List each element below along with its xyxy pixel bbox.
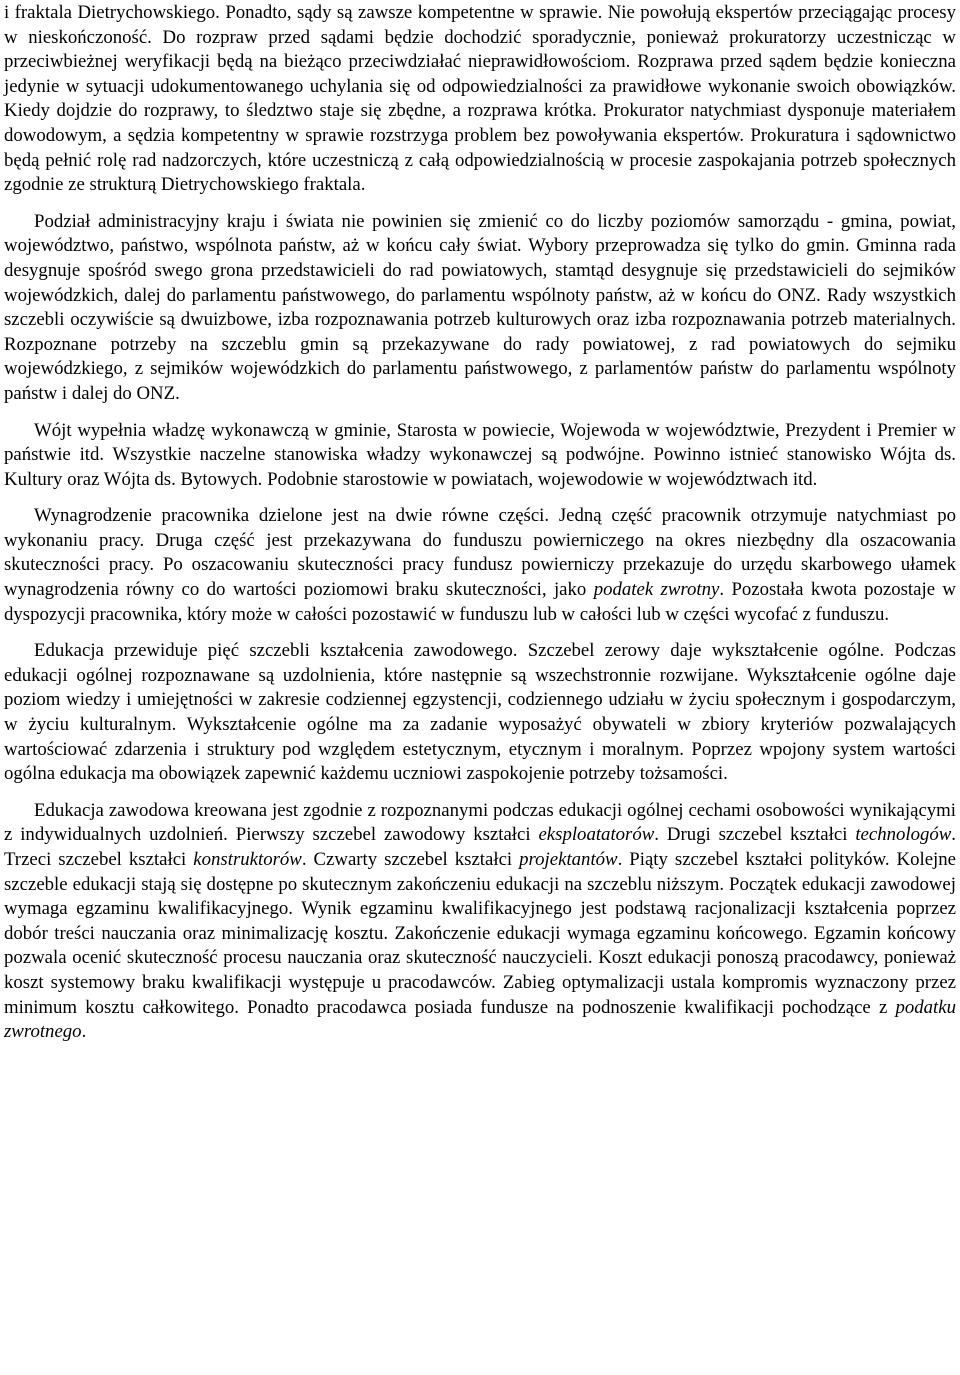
italic-term: konstruktorów — [193, 849, 302, 870]
text-run: . Trzeci szczebel kształci — [4, 824, 956, 870]
text-run: . Piąty szczebel kształci polityków. Kolejne szczeble edukacji stają się dostępne po skutecznym zakończeniu edukacji na szczeblu niższym. Początek edukacji zawodowej wymaga egzaminu kwalifikacyjnego. Wynik egzaminu kwalifikacyjnego jest podstawą racjonalizacji kształcenia poprzez dobór treści nauczania oraz minimalizację kosztu. Zakończenie edukacji wymaga egzaminu końcowego. Egzamin końcowy pozwala ocenić skuteczność procesu nauczania oraz skuteczność nauczycieli. Koszt edukacji ponoszą pracodawcy, ponieważ koszt systemowy braku kwalifikacji występuje u pracodawców. Zabieg optymalizacji ustala kompromis wyznaczony przez minimum kosztu całkowitego. Ponadto pracodawca posiada fundusze na podnoszenie kwalifikacji pochodzące z — [4, 849, 957, 1018]
text-run: Wynagrodzenie pracownika dzielone jest na dwie równe części. Jedną część pracownik otrzymuje natychmiast po wykonaniu pracy. Druga część jest przekazywana do funduszu powierniczego na okres niezbędny dla oszacowania skuteczności pracy. Po oszacowaniu skuteczności pracy fundusz powierniczy przekazuje do urzędu skarbowego ułamek wynagrodzenia równy co do wartości poziomowi braku skuteczności, jako — [4, 505, 956, 601]
text-run: . Czwarty szczebel kształci — [301, 849, 520, 870]
text-run: . Drugi szczebel kształci — [654, 824, 856, 846]
text-run: Podział administracyjny kraju i świata nie powinien się zmienić co do liczby poziomów samorządu - gmina, powiat, województwo, państwo, wspólnota państw, aż w końcu cały świat. Wybory przeprowadza się tylko do gmin. Gminna rada desygnuje spośród swego grona przedstawicieli do rad powiatowych, stamtąd desygnuje się przedstawicieli do sejmików wojewódzkich, dalej do parlamentu państwowego, do parlamentu wspólnoty państw, aż w końcu do ONZ. Rady wszystkich szczebli oczywiście są dwuizbowe, izba rozpoznawania potrzeb kulturowych oraz izba rozpoznawania potrzeb materialnych. Rozpoznane potrzeby na szczeblu gmin są przekazywane do rady powiatowej, z rad powiatowych do sejmiku wojewódzkiego, z sejmików wojewódzkich do parlamentu państwowego, z parlamentów państw do parlamentu wspólnoty państw i dalej do ONZ. — [4, 210, 956, 404]
paragraph-executive — [4, 419, 956, 493]
text-run: Wójt wypełnia władzę wykonawczą w gminie, Starosta w powiecie, Wojewoda w województwie, Prezydent i Premier w państwie itd. Wszystkie naczelne stanowiska władzy wykonawczej są podwójne. Powinno istnieć stanowisko Wójta ds. Kultury oraz Wójta ds. Bytowych. Podobnie starostowie w powiatach, wojewodowie w województwach itd. — [4, 419, 956, 490]
paragraph-general-education — [4, 639, 956, 787]
text-run: . Pozostała kwota pozostaje w dyspozycji pracownika, który może w całości pozostawić w funduszu lub w całości lub w części wycofać z funduszu. — [4, 579, 956, 625]
italic-term: projektantów — [519, 849, 618, 870]
italic-term: technologów — [855, 824, 952, 846]
paragraph-administration — [4, 210, 956, 407]
text-run: i fraktala Dietrychowskiego. Ponadto, sądy są zawsze kompetentne w sprawie. Nie powołują ekspertów przeciągając procesy w nieskończoność. Do rozpraw przed sądami będzie dochodzić sporadycznie, ponieważ prokuratorzy uczestnicząc w przeciwbieżnej weryfikacji będą na bieżąco przeciwdziałać nieprawidłowościom. Rozprawa przed sądem będzie konieczna jedynie w sytuacji udokumentowanego uchylania się od odpowiedzialności za prawidłowe wykonanie swoich obowiązków. Kiedy dojdzie do rozprawy, to śledztwo staje się zbędne, a rozprawa krótka. Prokurator natychmiast dysponuje materiałem dowodowym, a sędzia kompetentny w sprawie rozstrzyga problem bez powoływania ekspertów. Prokuratura i sądownictwo będą pełnić rolę rad nadzorczych, które uczestniczą z całą odpowiedzialnością w procesie zaspokajania potrzeb społecznych zgodnie ze strukturą Dietrychowskiego fraktala. — [4, 2, 956, 196]
text-run: . — [81, 1021, 87, 1043]
text-run: Edukacja przewiduje pięć szczebli kształcenia zawodowego. Szczebel zerowy daje wykształcenie ogólne. Podczas edukacji ogólnej rozpoznawane są uzdolnienia, które następnie są wszechstronnie rozwijane. Wykształcenie ogólne daje poziom wiedzy i umiejętności w zakresie codziennej egzystencji, codziennego udziału w życiu społecznym i gospodarczym, w życiu kulturalnym. Wykształcenie ogólne ma za zadanie wyposażyć obywateli w zbiory kryteriów pozwalających wartościować zdarzenia i struktury pod względem estetycznym, etycznym i moralnym. Poprzez wpojony system wartości ogólna edukacja ma obowiązek zapewnić każdemu uczniowi zaspokojenie potrzeby tożsamości. — [4, 640, 956, 785]
text-run: Edukacja zawodowa kreowana jest zgodnie z rozpoznanymi podczas edukacji ogólnej cechami osobowości wynikającymi z indywidualnych uzdolnień. Pierwszy szczebel zawodowy kształci — [4, 799, 956, 846]
paragraph-remuneration — [4, 504, 956, 627]
paragraph-courts — [4, 1, 956, 198]
paragraph-vocational-education — [4, 799, 956, 1045]
italic-term: podatek zwrotny — [593, 579, 720, 601]
italic-term: podatku zwrotnego — [4, 996, 956, 1043]
italic-term: eksploatatorów — [538, 824, 655, 846]
